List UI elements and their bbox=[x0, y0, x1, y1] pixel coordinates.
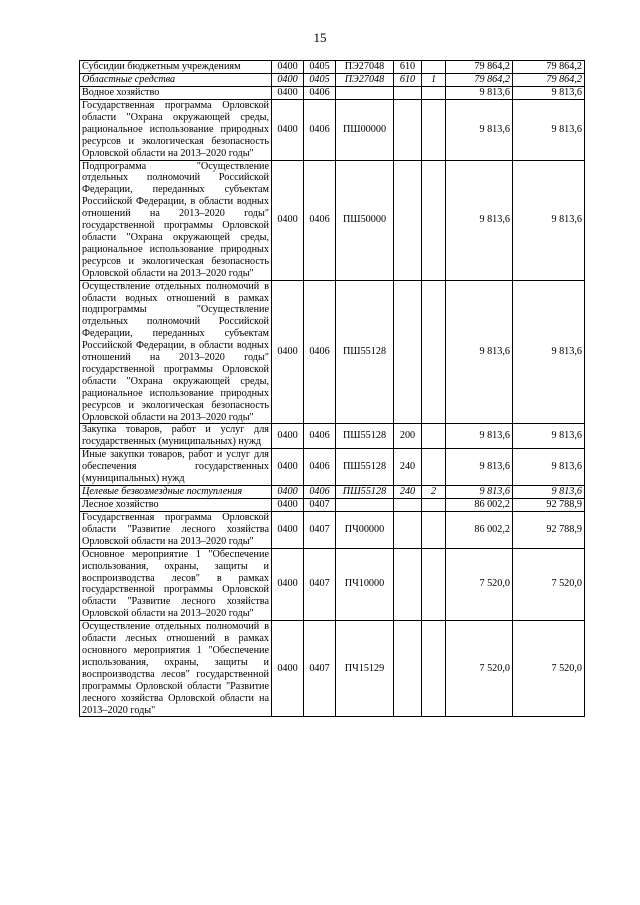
target-article-code: ПЧ00000 bbox=[336, 512, 394, 549]
source-code bbox=[422, 512, 446, 549]
expense-type-code bbox=[394, 280, 422, 424]
source-code bbox=[422, 100, 446, 161]
subsection-code: 0406 bbox=[304, 100, 336, 161]
amount-year-1: 9 813,6 bbox=[446, 424, 513, 449]
target-article-code: ПШ00000 bbox=[336, 100, 394, 161]
target-article-code: ПШ55128 bbox=[336, 486, 394, 499]
target-article-code bbox=[336, 87, 394, 100]
source-code: 2 bbox=[422, 486, 446, 499]
expense-type-code: 610 bbox=[394, 61, 422, 74]
subsection-code: 0406 bbox=[304, 424, 336, 449]
section-code: 0400 bbox=[272, 74, 304, 87]
subsection-code: 0407 bbox=[304, 621, 336, 717]
subsection-code: 0406 bbox=[304, 160, 336, 280]
section-code: 0400 bbox=[272, 486, 304, 499]
amount-year-2: 9 813,6 bbox=[513, 449, 585, 486]
subsection-code: 0405 bbox=[304, 61, 336, 74]
budget-table bbox=[79, 60, 585, 717]
row-name: Осуществление отдельных полномочий в области лесных отношений в рамках основного мероприятия 1 "Обеспечение использования, охраны, защиты и воспроизводства лесов" государственной программы Орловской области "Развитие лесного хозяйства Орловской области на 2013–2020 годы" bbox=[80, 621, 272, 717]
target-article-code: ПШ55128 bbox=[336, 449, 394, 486]
subsection-code: 0405 bbox=[304, 74, 336, 87]
subsection-code: 0406 bbox=[304, 87, 336, 100]
row-name: Основное мероприятие 1 "Обеспечение использования, охраны, защиты и воспроизводства лесов" в рамках государственной программы Орловской области "Развитие лесного хозяйства Орловской области на 2013–2020 годы" bbox=[80, 548, 272, 620]
source-code bbox=[422, 280, 446, 424]
table-row bbox=[80, 424, 585, 449]
source-code bbox=[422, 548, 446, 620]
row-name: Подпрограмма "Осуществление отдельных полномочий Российской Федерации, переданных субъектам Российской Федерации, в области водных отношений на 2013–2020 годы" государственной программы Орловской области "Охрана окружающей среды, рациональное использование природных ресурсов и экологическая безопасность Орловской области на 2013–2020 годы" bbox=[80, 160, 272, 280]
subsection-code: 0406 bbox=[304, 486, 336, 499]
source-code bbox=[422, 499, 446, 512]
target-article-code bbox=[336, 499, 394, 512]
row-name: Целевые безвозмездные поступления bbox=[80, 486, 272, 499]
amount-year-2: 9 813,6 bbox=[513, 424, 585, 449]
table-row bbox=[80, 74, 585, 87]
section-code: 0400 bbox=[272, 548, 304, 620]
row-name: Осуществление отдельных полномочий в области водных отношений в рамках подпрограммы "Осуществление отдельных полномочий Российской Федерации, переданных субъектам Российской Федерации, в области водных отношений на 2013–2020 годы" государственной программы Орловской области "Охрана окружающей среды, рациональное использование природных ресурсов и экологическая безопасность Орловской области на 2013–2020 годы" bbox=[80, 280, 272, 424]
expense-type-code: 610 bbox=[394, 74, 422, 87]
source-code bbox=[422, 160, 446, 280]
amount-year-2: 79 864,2 bbox=[513, 74, 585, 87]
amount-year-1: 9 813,6 bbox=[446, 87, 513, 100]
target-article-code: ПЭ27048 bbox=[336, 74, 394, 87]
expense-type-code bbox=[394, 499, 422, 512]
row-name: Государственная программа Орловской области "Развитие лесного хозяйства Орловской области на 2013–2020 годы" bbox=[80, 512, 272, 549]
source-code bbox=[422, 621, 446, 717]
page-number: 15 bbox=[313, 30, 327, 45]
section-code: 0400 bbox=[272, 61, 304, 74]
row-name: Субсидии бюджетным учреждениям bbox=[80, 61, 272, 74]
amount-year-1: 9 813,6 bbox=[446, 160, 513, 280]
section-code: 0400 bbox=[272, 100, 304, 161]
amount-year-2: 7 520,0 bbox=[513, 621, 585, 717]
amount-year-1: 86 002,2 bbox=[446, 512, 513, 549]
section-code: 0400 bbox=[272, 87, 304, 100]
table-row bbox=[80, 280, 585, 424]
subsection-code: 0406 bbox=[304, 449, 336, 486]
expense-type-code: 240 bbox=[394, 486, 422, 499]
source-code bbox=[422, 449, 446, 486]
target-article-code: ПШ55128 bbox=[336, 424, 394, 449]
target-article-code: ПЧ10000 bbox=[336, 548, 394, 620]
table-row bbox=[80, 87, 585, 100]
section-code: 0400 bbox=[272, 449, 304, 486]
amount-year-2: 79 864,2 bbox=[513, 61, 585, 74]
expense-type-code bbox=[394, 621, 422, 717]
section-code: 0400 bbox=[272, 160, 304, 280]
expense-type-code: 240 bbox=[394, 449, 422, 486]
table-row bbox=[80, 486, 585, 499]
amount-year-2: 9 813,6 bbox=[513, 486, 585, 499]
table-row bbox=[80, 512, 585, 549]
section-code: 0400 bbox=[272, 424, 304, 449]
table-row bbox=[80, 548, 585, 620]
amount-year-2: 92 788,9 bbox=[513, 512, 585, 549]
amount-year-1: 9 813,6 bbox=[446, 449, 513, 486]
subsection-code: 0407 bbox=[304, 512, 336, 549]
section-code: 0400 bbox=[272, 499, 304, 512]
amount-year-2: 9 813,6 bbox=[513, 280, 585, 424]
row-name: Государственная программа Орловской области "Охрана окружающей среды, рациональное использование природных ресурсов и экологическая безопасность Орловской области на 2013–2020 годы" bbox=[80, 100, 272, 161]
expense-type-code bbox=[394, 512, 422, 549]
amount-year-1: 7 520,0 bbox=[446, 621, 513, 717]
table-row bbox=[80, 449, 585, 486]
section-code: 0400 bbox=[272, 280, 304, 424]
amount-year-2: 92 788,9 bbox=[513, 499, 585, 512]
source-code bbox=[422, 87, 446, 100]
table-row bbox=[80, 499, 585, 512]
table-row bbox=[80, 100, 585, 161]
section-code: 0400 bbox=[272, 512, 304, 549]
amount-year-2: 9 813,6 bbox=[513, 100, 585, 161]
section-code: 0400 bbox=[272, 621, 304, 717]
target-article-code: ПШ55128 bbox=[336, 280, 394, 424]
amount-year-1: 79 864,2 bbox=[446, 74, 513, 87]
amount-year-2: 9 813,6 bbox=[513, 160, 585, 280]
expense-type-code: 200 bbox=[394, 424, 422, 449]
expense-type-code bbox=[394, 87, 422, 100]
amount-year-1: 79 864,2 bbox=[446, 61, 513, 74]
source-code bbox=[422, 61, 446, 74]
row-name: Закупка товаров, работ и услуг для государственных (муниципальных) нужд bbox=[80, 424, 272, 449]
amount-year-2: 9 813,6 bbox=[513, 87, 585, 100]
table-row bbox=[80, 621, 585, 717]
table-row bbox=[80, 160, 585, 280]
subsection-code: 0407 bbox=[304, 499, 336, 512]
source-code: 1 bbox=[422, 74, 446, 87]
source-code bbox=[422, 424, 446, 449]
amount-year-1: 86 002,2 bbox=[446, 499, 513, 512]
amount-year-1: 7 520,0 bbox=[446, 548, 513, 620]
subsection-code: 0406 bbox=[304, 280, 336, 424]
target-article-code: ПЭ27048 bbox=[336, 61, 394, 74]
row-name: Лесное хозяйство bbox=[80, 499, 272, 512]
amount-year-2: 7 520,0 bbox=[513, 548, 585, 620]
target-article-code: ПШ50000 bbox=[336, 160, 394, 280]
expense-type-code bbox=[394, 100, 422, 161]
row-name: Иные закупки товаров, работ и услуг для обеспечения государственных (муниципальных) нужд bbox=[80, 449, 272, 486]
table-row bbox=[80, 61, 585, 74]
subsection-code: 0407 bbox=[304, 548, 336, 620]
amount-year-1: 9 813,6 bbox=[446, 100, 513, 161]
row-name: Водное хозяйство bbox=[80, 87, 272, 100]
target-article-code: ПЧ15129 bbox=[336, 621, 394, 717]
amount-year-1: 9 813,6 bbox=[446, 280, 513, 424]
expense-type-code bbox=[394, 160, 422, 280]
expense-type-code bbox=[394, 548, 422, 620]
row-name: Областные средства bbox=[80, 74, 272, 87]
amount-year-1: 9 813,6 bbox=[446, 486, 513, 499]
